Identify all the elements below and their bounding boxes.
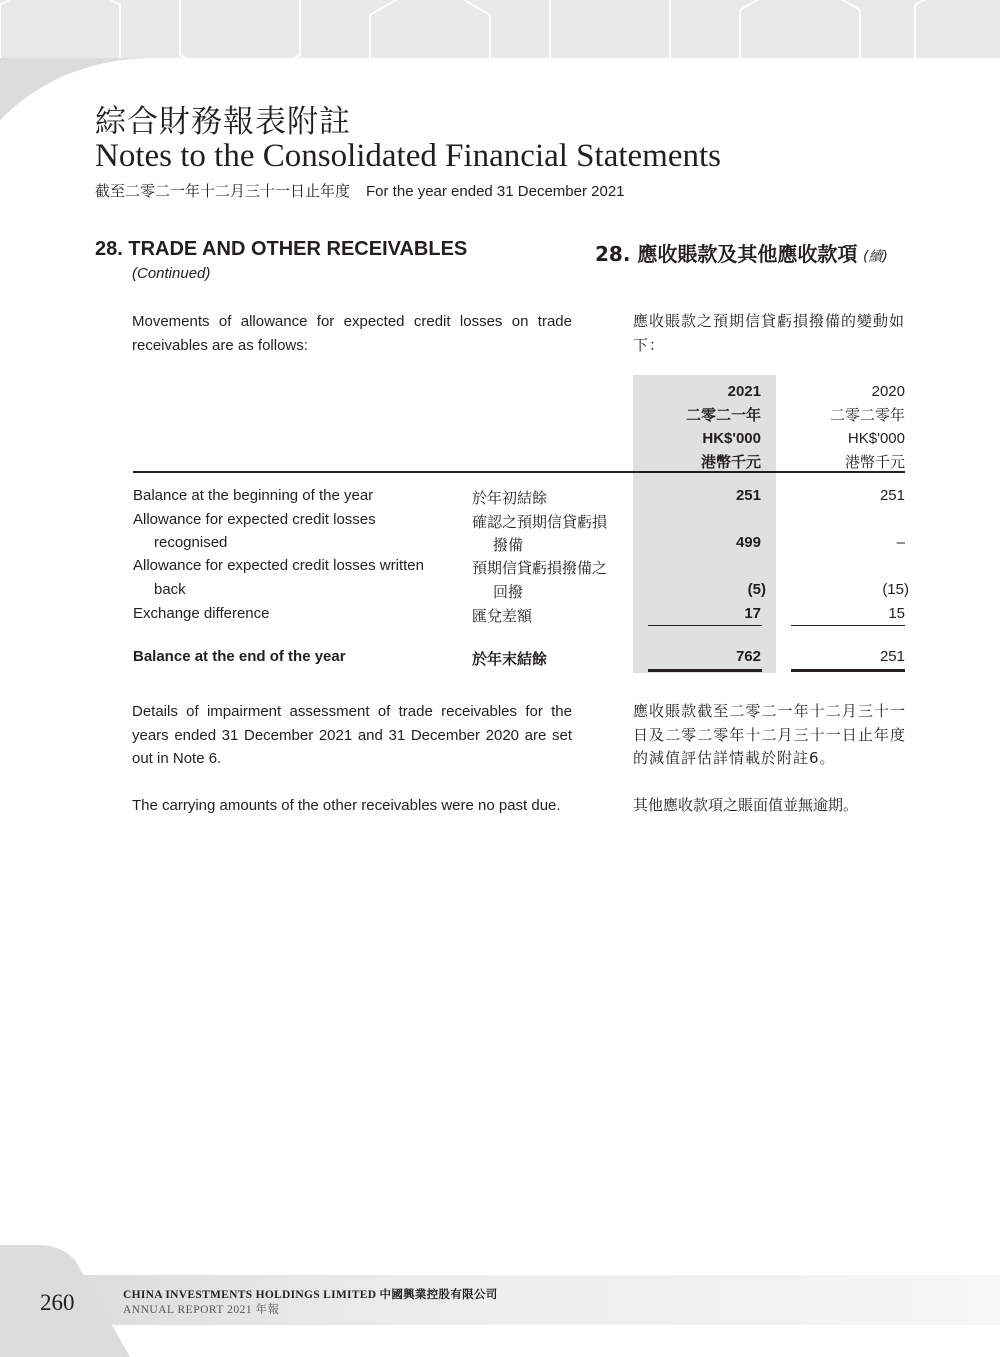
row-label-zh-cont: 撥備	[493, 536, 524, 554]
period-subtitle-en: For the year ended 31 December 2021	[366, 183, 625, 200]
col-2020-unit-zh: 港幣千元	[844, 452, 905, 471]
table-header-rule	[133, 471, 905, 473]
row-label-zh: 確認之預期信貸虧損	[472, 513, 608, 531]
row-label-zh: 匯兌差額	[472, 607, 533, 625]
col-2020-unit: HK$'000	[847, 430, 905, 447]
row-value-2020: (15)	[882, 581, 909, 598]
total-value-2020: 251	[879, 648, 905, 665]
total-value-2021: 762	[735, 648, 761, 665]
other-receivables-note-zh: 其他應收款項之賬面值並無逾期。	[633, 796, 859, 814]
section-heading-en: 28. TRADE AND OTHER RECEIVABLES	[95, 238, 468, 260]
row-label-zh: 預期信貸虧損撥備之	[472, 559, 608, 577]
row-value-2020: 251	[879, 487, 905, 504]
page-number: 260	[40, 1290, 75, 1315]
col-2021-year: 2021	[727, 383, 761, 400]
subtotal-rule-2020	[791, 625, 905, 626]
row-label-en: Exchange difference	[133, 605, 270, 622]
intro-paragraph-zh: 應收賬款之預期信貸虧損撥備的變動如下：	[633, 312, 906, 354]
total-double-rule-2021	[648, 669, 762, 672]
col-2020-year: 2020	[871, 383, 905, 400]
page-title-chinese: 綜合財務報表附註	[95, 104, 351, 140]
row-label-en-cont: back	[154, 581, 186, 598]
total-label-en: Balance at the end of the year	[133, 648, 346, 665]
column-header-2021	[640, 380, 761, 474]
section-continued-en: (Continued)	[132, 265, 211, 282]
row-value-2021: 17	[744, 605, 761, 622]
section-heading-zh-text: 28. 應收賬款及其他應收款項	[595, 242, 858, 266]
total-double-rule-2020	[791, 669, 905, 672]
impairment-note-zh: 應收賬款截至二零二一年十二月三十一日及二零二零年十二月三十一日止年度的減值評估詳情載於附註6。	[633, 702, 906, 767]
row-value-2021: 251	[735, 487, 761, 504]
page-title-english: Notes to the Consolidated Financial Statements	[95, 138, 721, 174]
footer-company-name: CHINA INVESTMENTS HOLDINGS LIMITED 中國興業控股有限公司	[123, 1289, 498, 1301]
col-2021-unit-zh: 港幣千元	[700, 452, 761, 471]
row-label-en: Allowance for expected credit losses written	[133, 557, 424, 574]
row-label-zh-cont: 回撥	[493, 583, 524, 601]
row-value-2021: 499	[735, 534, 761, 551]
row-label-en: Allowance for expected credit losses	[133, 511, 376, 528]
row-label-en-cont: recognised	[154, 534, 228, 551]
subtotal-rule-2021	[648, 625, 762, 626]
column-header-2020	[784, 380, 905, 474]
row-label-zh: 於年初結餘	[472, 489, 548, 507]
total-label-zh: 於年末結餘	[472, 650, 548, 668]
section-continued-zh: (續)	[862, 249, 888, 265]
row-label-en: Balance at the beginning of the year	[133, 487, 374, 504]
impairment-note-en: Details of impairment assessment of trade receivables for the years ended 31 December 2021 and 31 December 2020 are set out in Note 6.	[132, 703, 572, 767]
col-2021-year-zh: 二零二一年	[685, 405, 761, 424]
other-receivables-note-en: The carrying amounts of the other receivables were no past due.	[132, 797, 561, 814]
col-2020-year-zh: 二零二零年	[829, 405, 905, 424]
period-subtitle	[95, 180, 625, 201]
period-subtitle-zh: 截至二零二一年十二月三十一日止年度	[95, 182, 351, 200]
row-value-2021: (5)	[747, 581, 766, 598]
row-value-2020: –	[896, 534, 905, 551]
intro-paragraph-en: Movements of allowance for expected credit losses on trade receivables are as follows:	[132, 313, 572, 354]
col-2021-unit: HK$'000	[702, 430, 761, 447]
section-heading-zh	[595, 238, 888, 267]
footer-report-title: ANNUAL REPORT 2021 年報	[123, 1304, 280, 1316]
row-value-2020: 15	[888, 605, 905, 622]
